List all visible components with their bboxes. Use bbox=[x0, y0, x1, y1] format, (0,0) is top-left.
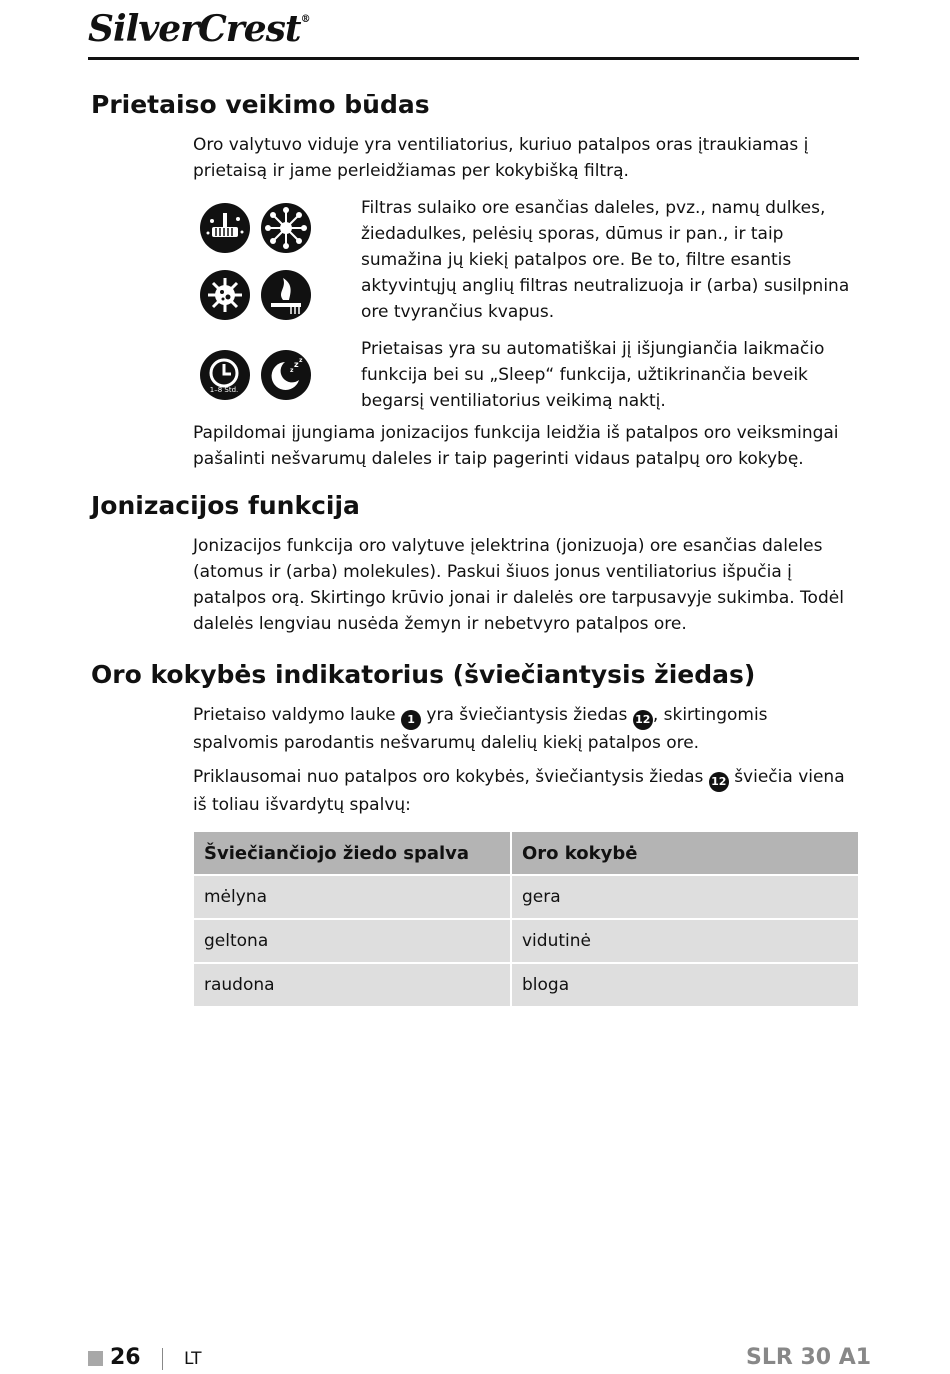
table-cell: vidutinė bbox=[512, 920, 858, 964]
table-row bbox=[194, 964, 858, 1008]
section-title-air-quality: Oro kokybės indikatorius (šviečiantysis žiedas) bbox=[91, 660, 756, 689]
sleep-icon bbox=[261, 350, 311, 400]
color-quality-table bbox=[194, 832, 858, 1008]
table-cell: raudona bbox=[194, 964, 512, 1008]
page-number: 26 bbox=[110, 1345, 141, 1370]
paragraph-indicator: Prietaiso valdymo lauke 1 yra šviečiantysis žiedas 12 , skirtingomis spalvomis parodantis nešvarumų dalelių kiekį patalpos ore. bbox=[193, 705, 768, 753]
table-cell: geltona bbox=[194, 920, 512, 964]
section-title-operation: Prietaiso veikimo būdas bbox=[91, 90, 430, 119]
header-rule bbox=[88, 57, 859, 60]
svg-text:1–8 Std.: 1–8 Std. bbox=[209, 386, 239, 394]
table-row bbox=[194, 876, 858, 920]
paragraph-ionization: Jonizacijos funkcija oro valytuve įelektrina (jonizuoja) ore esančias daleles (atomus ir (arba) molekules). Paskui šiuos jonus ventiliatorius išpučia į patalpos orą. Skirtingo krūvio jonai ir dalelės ore tarpusavyje sukimba. Todėl dalelės lengviau nusėda žemyn ir nebetvyro patalpos ore. bbox=[193, 536, 844, 634]
table-cell: gera bbox=[512, 876, 858, 920]
footer-square bbox=[88, 1351, 103, 1366]
mold-spore-icon bbox=[200, 270, 250, 320]
table-cell: mėlyna bbox=[194, 876, 512, 920]
table-header-row bbox=[194, 832, 858, 876]
pollen-icon bbox=[261, 203, 311, 253]
timer-icon bbox=[200, 350, 250, 400]
svg-text:z: z bbox=[294, 360, 299, 369]
table-header-quality: Oro kokybė bbox=[512, 832, 858, 876]
paragraph-intro: Oro valytuvo viduje yra ventiliatorius, kuriuo patalpos oras įtraukiamas į prietaisą ir jame perleidžiamas per kokybišką filtrą. bbox=[193, 135, 809, 181]
ref-marker-12: 12 bbox=[633, 710, 653, 730]
ref-marker-1: 1 bbox=[401, 710, 421, 730]
dust-icon bbox=[200, 203, 250, 253]
paragraph-timer-sleep: Prietaisas yra su automatiškai jį išjungiančia laikmačio funkcija bei su „Sleep“ funkcija, užtikrinančia beveik begarsį ventiliatorius veikimą naktį. bbox=[361, 339, 825, 411]
smoke-icon bbox=[261, 270, 311, 320]
brand-logo: SilverCrest® bbox=[88, 8, 310, 50]
table-cell: bloga bbox=[512, 964, 858, 1008]
svg-text:z: z bbox=[290, 367, 294, 374]
model-number: SLR 30 A1 bbox=[746, 1345, 872, 1370]
ref-marker-12: 12 bbox=[709, 772, 729, 792]
table-header-color: Šviečiančiojo žiedo spalva bbox=[194, 832, 512, 876]
svg-text:z: z bbox=[299, 357, 303, 364]
footer-divider bbox=[162, 1348, 163, 1370]
language-code: LT bbox=[184, 1349, 202, 1369]
paragraph-filter: Filtras sulaiko ore esančias daleles, pvz., namų dulkes, žiedadulkes, pelėsių sporas, dūmus ir pan., ir taip sumažina jų kiekį patalpos ore. Be to, filtre esantis aktyvintųjų anglių filtras neutralizuoja ir (arba) susilpnina ore tvyrančius kvapus. bbox=[361, 198, 850, 322]
paragraph-ionization-intro: Papildomai įjungiama jonizacijos funkcija leidžia iš patalpos oro veiksmingai pašalinti nešvarumų daleles ir taip pagerinti vidaus patalpų oro kokybę. bbox=[193, 423, 839, 469]
paragraph-colors: Priklausomai nuo patalpos oro kokybės, šviečiantysis žiedas 12 šviečia viena iš toliau išvardytų spalvų: bbox=[193, 767, 845, 815]
section-title-ionization: Jonizacijos funkcija bbox=[91, 491, 360, 520]
table-row bbox=[194, 920, 858, 964]
